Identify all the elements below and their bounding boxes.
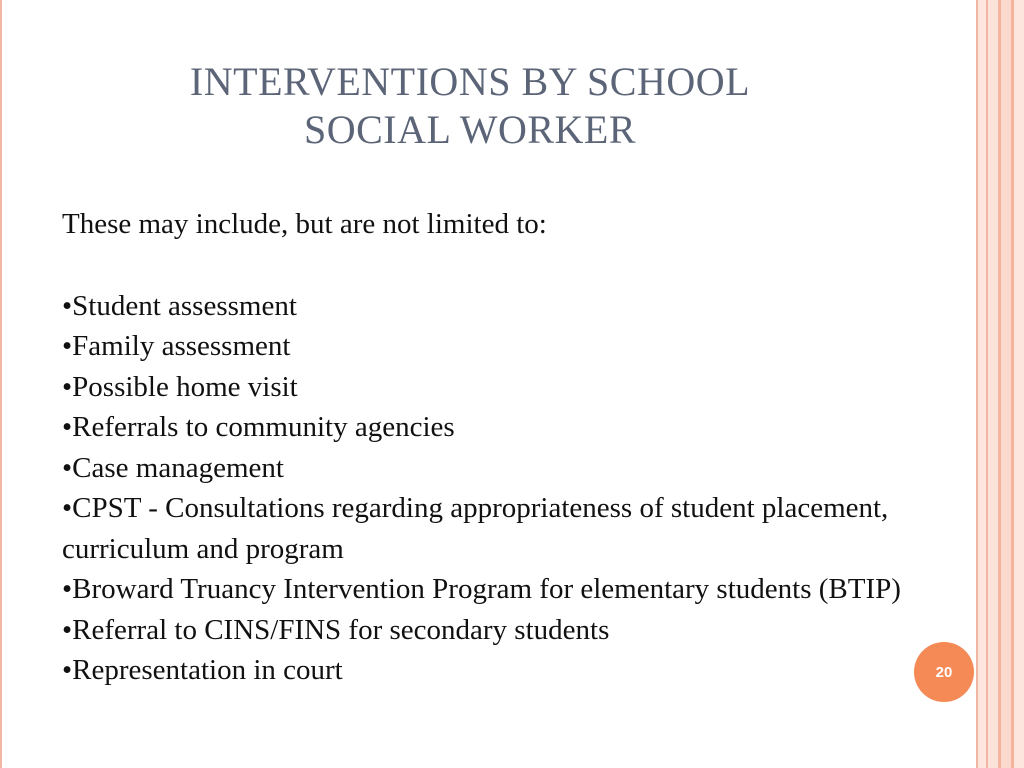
list-item-student-assessment: •Student assessment xyxy=(62,289,297,322)
slide-title-line-1: INTERVENTIONS BY SCHOOL xyxy=(189,59,751,104)
list-item-btip: •Broward Truancy Intervention Program for elementary students (BTIP) xyxy=(62,573,901,605)
list-item-representation: •Representation in court xyxy=(62,654,343,686)
slide-title xyxy=(100,58,840,154)
list-item-family-assessment: •Family assessment xyxy=(62,330,291,362)
list-item-case-management: •Case management xyxy=(62,451,284,484)
list-item-home-visit: •Possible home visit xyxy=(62,370,298,403)
list-item-cpst: •CPST - Consultations regarding appropriateness of student placement, curriculum and program xyxy=(62,492,889,565)
list-item-referrals: •Referrals to community agencies xyxy=(62,411,455,443)
slide-title-line-2: SOCIAL WORKER xyxy=(303,107,637,152)
slide-body xyxy=(62,204,962,691)
left-border xyxy=(0,0,2,768)
page-number-badge: 20 xyxy=(914,642,974,702)
right-decorative-stripes xyxy=(976,0,1024,768)
intro-text: These may include, but are not limited to: xyxy=(62,208,547,240)
list-item-cins-fins: •Referral to CINS/FINS for secondary students xyxy=(62,613,610,646)
